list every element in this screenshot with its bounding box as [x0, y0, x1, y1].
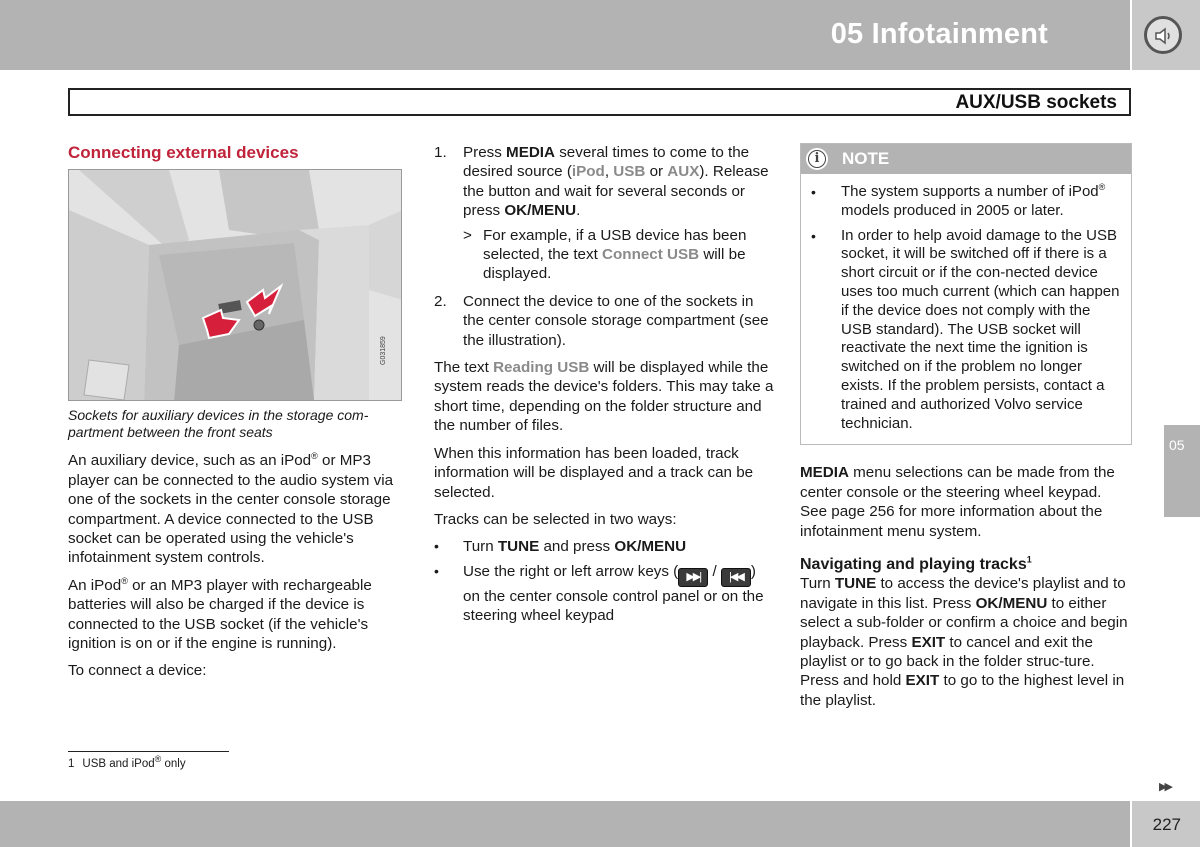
- paragraph-navigating: Turn TUNE to access the device's playlist and to navigate in this list. Press OK/MENU to either select a sub-folder or confirm a choice and begin playback. Press EXIT to cancel and exit the playlist or to go back in the folder struc-ture. Press and hold EXIT to go to the highest level in the playlist.: [800, 575, 1128, 709]
- paragraph-auxiliary: An auxiliary device, such as an iPod® or MP3 player can be connected to the audio system via one of the sockets in the center console storage compartment. A device connected to the USB socket can be operated using the vehicle's infotainment system controls.: [68, 451, 394, 567]
- continue-arrows-icon: ▶▶: [1159, 781, 1170, 793]
- note-label: NOTE: [842, 149, 890, 168]
- page-number-box: [1132, 801, 1200, 847]
- paragraph-two-ways: Tracks can be selected in two ways:: [434, 510, 677, 528]
- paragraph-media-menu: MEDIA menu selections can be made from the center console or the steering wheel keypad. See page 256 for more information about the infotainment menu system.: [800, 464, 1115, 540]
- method-arrow-keys: • Use the right or left arrow keys ( ▶▶| / |◀◀ ) on the center console control panel or on the steering wheel keypad: [434, 562, 764, 625]
- side-tab-label: 05: [1169, 437, 1185, 453]
- steps-list: [434, 143, 774, 350]
- method-tune: • Turn TUNE and press OK/MENU: [434, 538, 687, 556]
- paragraph-connect-intro: To connect a device:: [68, 662, 207, 680]
- step-1-result: > For example, if a USB device has been selected, the text Connect USB will be displayed.: [463, 226, 747, 283]
- rewind-key-icon: |◀◀: [721, 568, 751, 587]
- section-header: [68, 88, 1131, 116]
- header-band: [0, 0, 1130, 70]
- chapter-title: 05 Infotainment: [830, 18, 1048, 50]
- step-2: 2. Connect the device to one of the sockets in the center console storage compartment (see the illustration).: [434, 292, 769, 349]
- note-box: [800, 143, 1132, 445]
- chapter-icon-box: [1132, 0, 1200, 70]
- step-1: 1. Press MEDIA several times to come to the desired source (iPod, USB or AUX). Release the button and wait for several seconds or press OK/MENU. > For example, if a USB device has been selected, the text Connect USB will be displayed.: [434, 143, 774, 284]
- section-title: AUX/USB sockets: [955, 92, 1117, 113]
- note-item-ipod: • The system supports a number of iPod® models produced in 2005 or later.: [811, 182, 1106, 219]
- selection-methods-list: [434, 537, 774, 625]
- footnote: 1 USB and iPod® only: [68, 754, 186, 770]
- heading-connecting-devices: Connecting external devices: [68, 143, 299, 162]
- footer-band: [0, 801, 1130, 847]
- column-middle: [434, 143, 774, 634]
- column-right: [800, 143, 1132, 718]
- speaker-icon: [1144, 16, 1182, 54]
- footnote-rule: [68, 751, 229, 752]
- note-list: [811, 183, 1121, 433]
- note-item-usb-damage: • In order to help avoid damage to the USB socket, it will be switched off if there is a short circuit or if the con-nected device uses too much current (which can happen if the device does not comply with the USB standard). The USB socket will reactivate the next time the ignition is switched on if the problem no longer exists. If the problem persists, contact a trained and authorized Volvo service technician.: [811, 226, 1120, 432]
- heading-navigating: Navigating and playing tracks$^1$: [800, 554, 1032, 573]
- page-number: 227: [1152, 815, 1181, 834]
- note-body: [801, 174, 1131, 444]
- paragraph-reading-usb: The text Reading USB will be displayed while the system reads the device's folders. This may take a short time, depending on the folder structure and the number of files.: [434, 359, 774, 435]
- paragraph-loaded: When this information has been loaded, track information will be displayed and a track can be selected.: [434, 444, 754, 501]
- note-header: [801, 144, 1131, 174]
- chapter-side-tab: [1164, 425, 1200, 517]
- console-photo: [68, 169, 402, 401]
- photo-caption: Sockets for auxiliary devices in the storage com-partment between the front seats: [68, 407, 369, 441]
- photo-code: G031859: [380, 336, 387, 366]
- forward-key-icon: ▶▶|: [678, 568, 708, 587]
- info-icon: i: [806, 148, 828, 170]
- paragraph-charging: An iPod® or an MP3 player with rechargeable batteries will also be charged if the device is connected to the USB socket (if the vehicle's ignition is on or if the engine is running).: [68, 575, 372, 653]
- column-left: [68, 143, 402, 689]
